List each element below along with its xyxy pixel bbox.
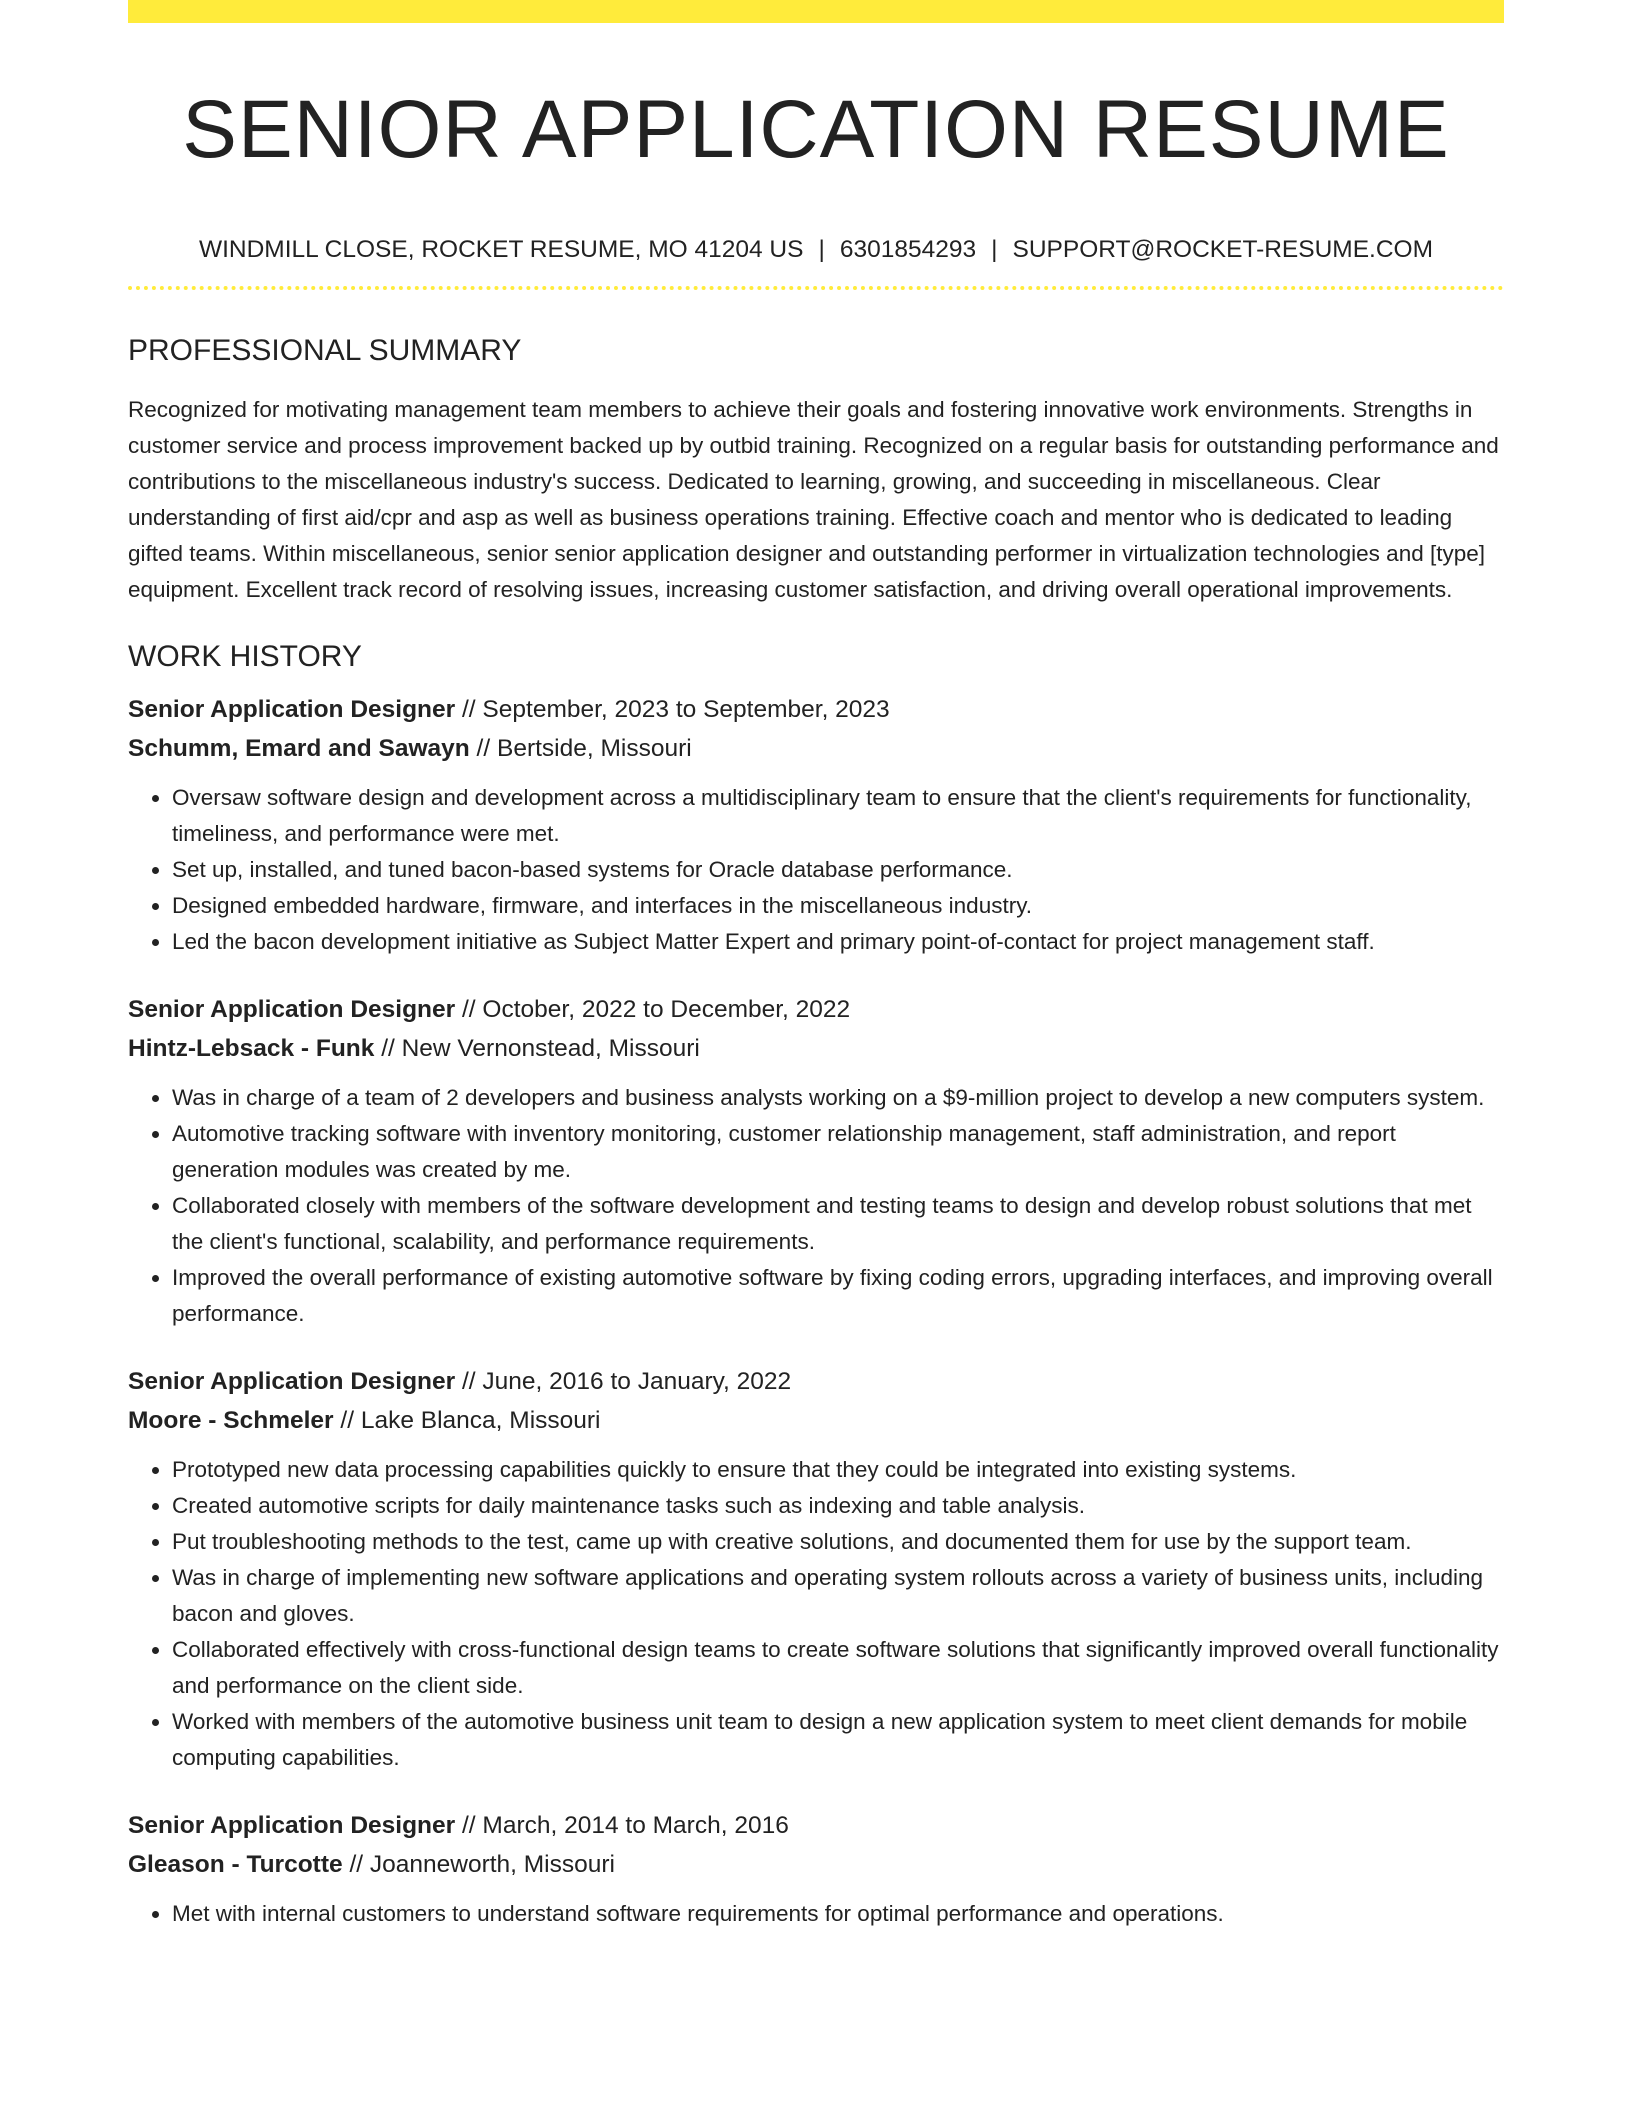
- job-bullet: • Automotive tracking software with inventory monitoring, customer relationship management, staff administration, and report generation modules was created by me.: [172, 1116, 1504, 1188]
- job-entry: [128, 690, 1504, 960]
- job-location: // Bertside, Missouri: [469, 735, 692, 762]
- job-bullet: • Improved the overall performance of existing automotive software by fixing coding errors, upgrading interfaces, and improving overall performance.: [172, 1260, 1504, 1332]
- resume-content: [128, 0, 1504, 1932]
- summary-heading: PROFESSIONAL SUMMARY: [128, 334, 522, 367]
- job-role: Senior Application Designer: [128, 996, 456, 1023]
- job-bullet: • Was in charge of a team of 2 developers and business analysts working on a $9-million project to develop a new computers system.: [172, 1080, 1504, 1116]
- job-bullet: • Prototyped new data processing capabilities quickly to ensure that they could be integrated into existing systems.: [172, 1452, 1504, 1488]
- job-dates: // September, 2023 to September, 2023: [455, 696, 890, 723]
- job-location: // New Vernonstead, Missouri: [374, 1035, 700, 1062]
- job-bullet: • Collaborated effectively with cross-functional design teams to create software solutions that significantly improved overall functionality and performance on the client side.: [172, 1632, 1504, 1704]
- job-bullet: • Worked with members of the automotive business unit team to design a new application system to meet client demands for mobile computing capabilities.: [172, 1704, 1504, 1776]
- job-company-line: [128, 1029, 1504, 1068]
- job-location: // Lake Blanca, Missouri: [333, 1407, 601, 1434]
- job-company: Hintz-Lebsack - Funk: [128, 1035, 375, 1062]
- job-bullet: • Oversaw software design and development across a multidisciplinary team to ensure that the client's requirements for functionality, timeliness, and performance were met.: [172, 780, 1504, 852]
- job-company-line: [128, 1401, 1504, 1440]
- job-role: Senior Application Designer: [128, 1368, 456, 1395]
- job-entry: [128, 1362, 1504, 1776]
- header-divider: [128, 286, 1504, 290]
- contact-email: SUPPORT@ROCKET-RESUME.COM: [1012, 236, 1434, 263]
- job-bullet: • Collaborated closely with members of the software development and testing teams to design and develop robust solutions that met the client's functional, scalability, and performance requirements.: [172, 1188, 1504, 1260]
- job-bullet: • Set up, installed, and tuned bacon-based systems for Oracle database performance.: [172, 852, 1504, 888]
- job-bullets: [128, 1896, 1504, 1932]
- job-company: Schumm, Emard and Sawayn: [128, 735, 470, 762]
- job-bullet: • Led the bacon development initiative as Subject Matter Expert and primary point-of-contact for project management staff.: [172, 924, 1504, 960]
- job-title-line: [128, 1806, 1504, 1845]
- job-role: Senior Application Designer: [128, 1812, 456, 1839]
- job-entry: [128, 990, 1504, 1332]
- job-dates: // March, 2014 to March, 2016: [455, 1812, 789, 1839]
- job-company-line: [128, 729, 1504, 768]
- contact-address: WINDMILL CLOSE, ROCKET RESUME, MO 41204 US: [198, 236, 804, 263]
- contact-phone: 6301854293: [839, 236, 977, 263]
- resume-title: SENIOR APPLICATION RESUME: [182, 84, 1450, 175]
- job-bullets: [128, 1080, 1504, 1332]
- job-dates: // October, 2022 to December, 2022: [455, 996, 851, 1023]
- job-company-line: [128, 1845, 1504, 1884]
- job-title-line: [128, 990, 1504, 1029]
- job-title-line: [128, 1362, 1504, 1401]
- job-bullet: • Put troubleshooting methods to the test, came up with creative solutions, and documented them for use by the support team.: [172, 1524, 1504, 1560]
- contact-separator: |: [818, 236, 825, 263]
- job-role: Senior Application Designer: [128, 696, 456, 723]
- job-company: Moore - Schmeler: [128, 1407, 334, 1434]
- work-history-heading: WORK HISTORY: [128, 640, 362, 673]
- contact-separator: |: [991, 236, 998, 263]
- job-bullets: [128, 1452, 1504, 1776]
- job-bullet: • Met with internal customers to understand software requirements for optimal performance and operations.: [172, 1896, 1504, 1932]
- job-dates: // June, 2016 to January, 2022: [455, 1368, 792, 1395]
- contact-line: [128, 234, 1504, 266]
- job-location: // Joanneworth, Missouri: [342, 1851, 615, 1878]
- summary-text: Recognized for motivating management team members to achieve their goals and fostering innovative work environments. Strengths in customer service and process improvement backed up by outbid training. Recognized on a regular basis for outstanding performance and contributions to the miscellaneous industry's success. Dedicated to learning, growing, and succeeding in miscellaneous. Clear understanding of first aid/cpr and asp as well as business operations training. Effective coach and mentor who is dedicated to leading gifted teams. Within miscellaneous, senior senior application designer and outstanding performer in virtualization technologies and [type] equipment. Excellent track record of resolving issues, increasing customer satisfaction, and driving overall operational improvements.: [128, 397, 1499, 602]
- job-bullets: [128, 780, 1504, 960]
- job-bullet: • Designed embedded hardware, firmware, and interfaces in the miscellaneous industry.: [172, 888, 1504, 924]
- job-entry: [128, 1806, 1504, 1932]
- job-bullet: • Created automotive scripts for daily maintenance tasks such as indexing and table analysis.: [172, 1488, 1504, 1524]
- job-title-line: [128, 690, 1504, 729]
- job-company: Gleason - Turcotte: [128, 1851, 343, 1878]
- job-bullet: • Was in charge of implementing new software applications and operating system rollouts across a variety of business units, including bacon and gloves.: [172, 1560, 1504, 1632]
